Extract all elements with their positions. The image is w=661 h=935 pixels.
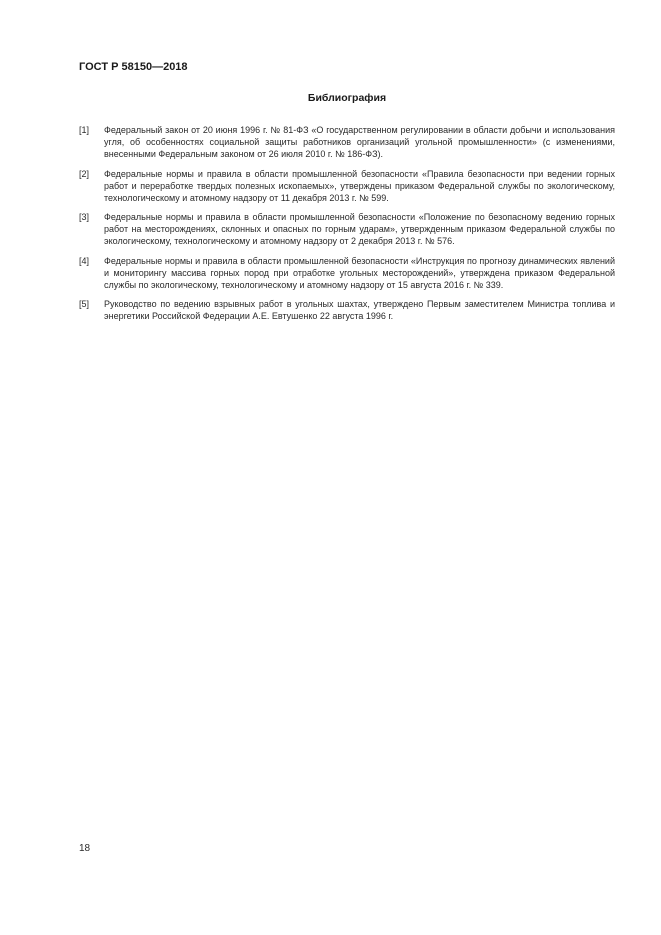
reference-number: [3] [79, 212, 90, 222]
reference-item [79, 211, 615, 247]
reference-number: [4] [79, 255, 90, 266]
reference-item [79, 298, 615, 322]
standard-code: ГОСТ Р 58150—2018 [79, 61, 188, 73]
reference-number: [2] [79, 168, 90, 179]
reference-text: Федеральные нормы и правила в области промышленной безопасности «Положение по безопасному ведению горных работ на месторождениях, склонных и опасных по горным ударам», утвержденным приказом Федеральной службы по экологическому, технологическому и атомному надзору от 2 декабря 2013 г. № 576. [104, 212, 615, 246]
bibliography-list [79, 124, 615, 330]
reference-text: Федеральные нормы и правила в области промышленной безопасности «Правила безопасности при ведении горных работ и переработке твердых полезных ископаемых», утверждены приказом Федеральной службы по экологическому, технологическому и атомному надзору от 11 декабря 2013 г. № 599. [104, 168, 615, 203]
reference-item [79, 255, 615, 291]
reference-number: [1] [79, 125, 90, 135]
reference-item [79, 168, 615, 204]
reference-item [79, 124, 615, 160]
reference-number: [5] [79, 299, 90, 309]
reference-text: Федеральный закон от 20 июня 1996 г. № 81-ФЗ «О государственном регулировании в области добычи и использования угля, об особенностях социальной защиты работников организаций угольной промышленности» (с изменениями, внесенными Федеральным законом от 26 июля 2010 г. № 186-ФЗ). [104, 125, 615, 159]
section-title: Библиография [307, 92, 387, 104]
reference-text: Руководство по ведению взрывных работ в угольных шахтах, утверждено Первым заместителем Министра топлива и энергетики Российской Федерации А.Е. Евтушенко 22 августа 1996 г. [104, 299, 615, 321]
reference-text: Федеральные нормы и правила в области промышленной безопасности «Инструкция по прогнозу динамических явлений и мониторингу массива горных пород при отработке угольных месторождений», утверждена приказом Федеральной службы по экологическому, технологическому и атомному надзору от 15 августа 2016 г. № 339. [104, 255, 615, 290]
page-number: 18 [79, 843, 91, 854]
